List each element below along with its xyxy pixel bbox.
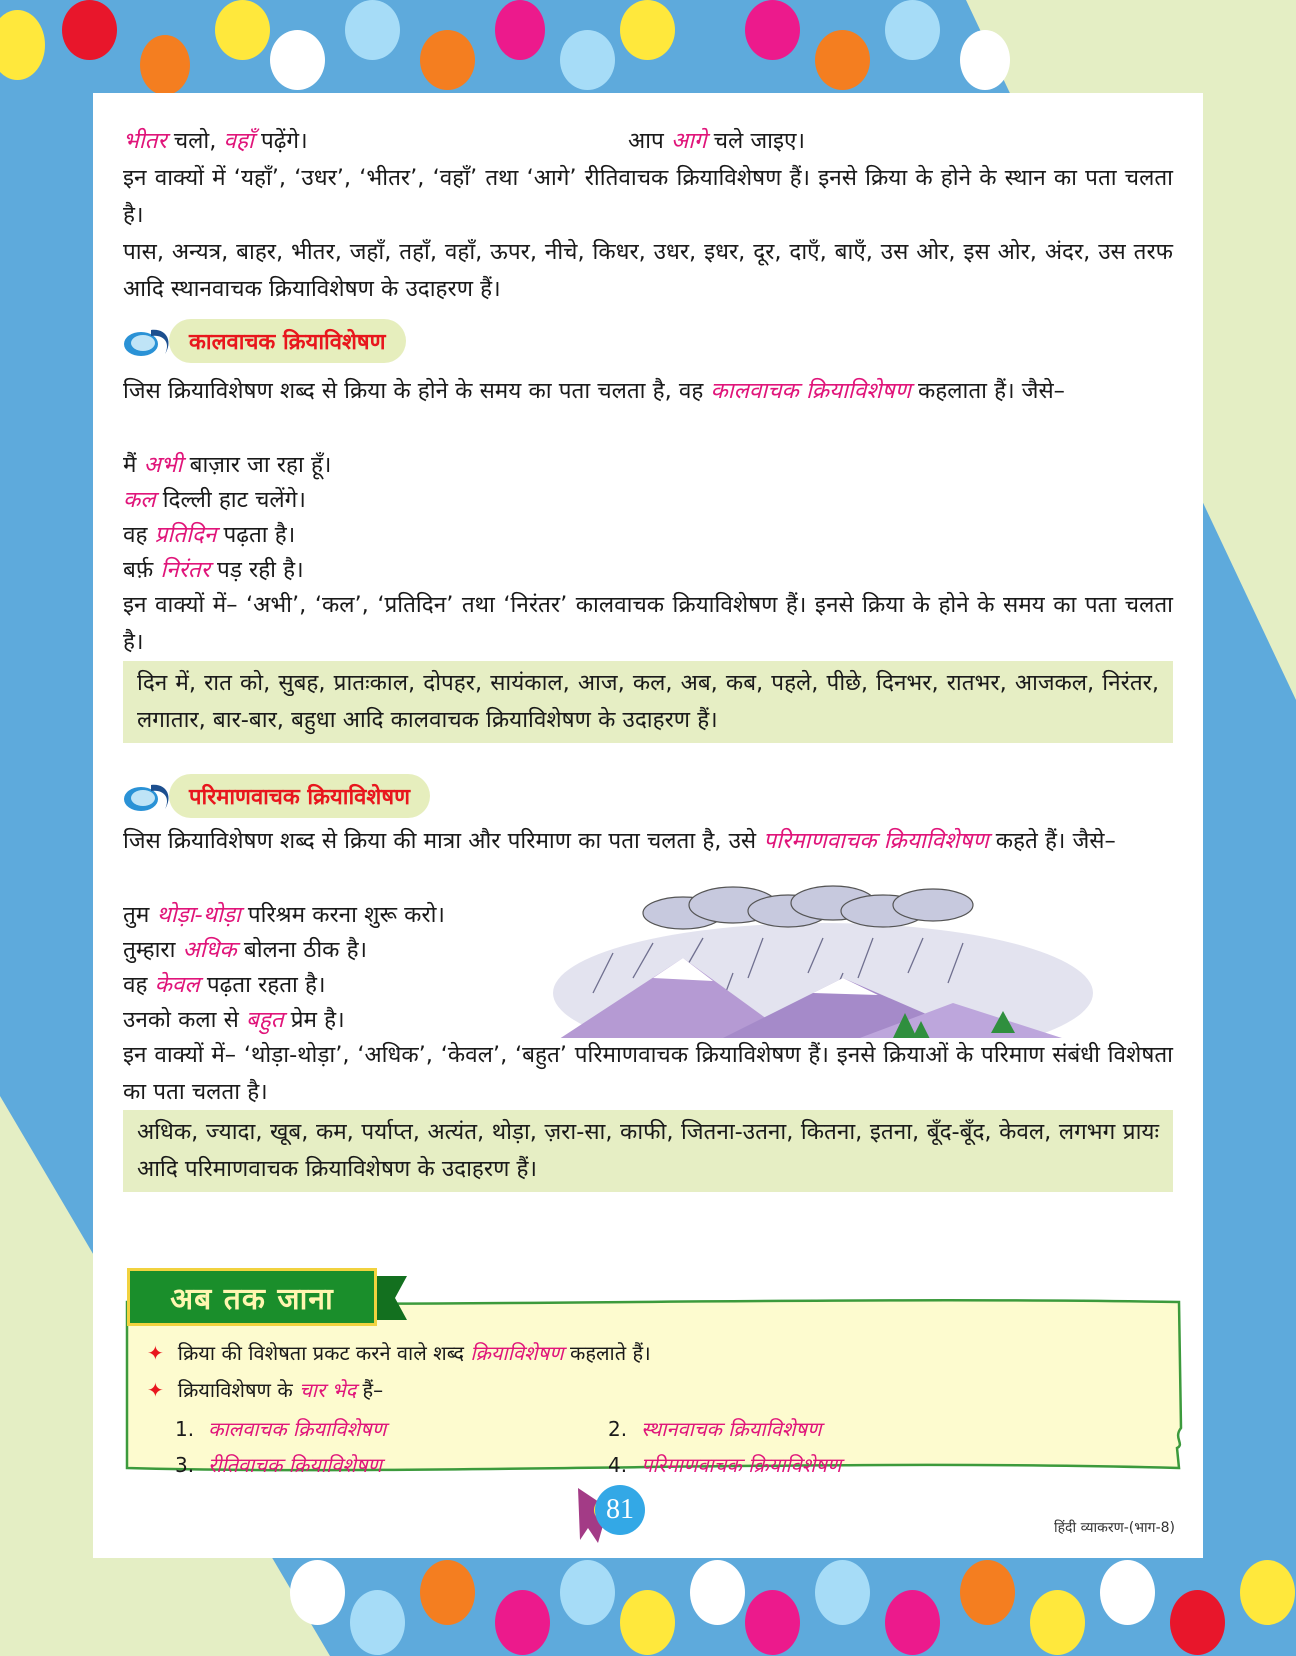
text-segment: चलो, bbox=[166, 128, 224, 154]
decor-dot bbox=[745, 1590, 800, 1655]
recap-type-item: 4. परिमाणवाचक क्रियाविशेषण bbox=[608, 1453, 842, 1477]
decor-dot bbox=[885, 1590, 940, 1655]
section1-summary: इन वाक्यों में– ‘अभी’, ‘कल’, ‘प्रतिदिन’ तथा ‘निरंतर’ कालवाचक क्रियाविशेषण हैं। इनसे क्रिया के होने के समय का पता चलता है। bbox=[123, 592, 1173, 655]
decor-dot bbox=[815, 1560, 870, 1625]
example-line bbox=[123, 552, 1173, 589]
star-bullet-icon: ✦ bbox=[147, 1341, 164, 1365]
decor-dot bbox=[960, 30, 1010, 90]
decor-dot bbox=[270, 30, 325, 90]
decor-dot bbox=[620, 1590, 675, 1655]
decor-dot bbox=[1030, 1590, 1085, 1655]
highlighted-term: अधिक bbox=[182, 937, 237, 963]
decor-dot bbox=[495, 1590, 550, 1655]
decor-dot bbox=[560, 30, 615, 90]
swirl-icon bbox=[121, 779, 173, 813]
highlighted-term: कल bbox=[123, 487, 156, 513]
highlighted-term: केवल bbox=[154, 972, 200, 998]
text-segment: तुम bbox=[123, 902, 157, 928]
section-heading-time-adverb bbox=[121, 318, 406, 364]
text-segment: कहलाते हैं। bbox=[563, 1341, 651, 1365]
text-segment: तुम्हारा bbox=[123, 937, 183, 963]
text-segment: क्रियाविशेषण के bbox=[177, 1378, 300, 1402]
text-segment: क्रिया की विशेषता प्रकट करने वाले शब्द bbox=[177, 1341, 471, 1365]
highlighted-term: अभी bbox=[143, 452, 183, 478]
highlighted-term: चार भेद bbox=[299, 1378, 357, 1402]
section2-intro bbox=[123, 823, 1173, 860]
text-segment: मैं bbox=[123, 452, 144, 478]
example-line-top-right bbox=[628, 123, 1173, 160]
recap-box bbox=[123, 1268, 1183, 1477]
highlighted-term: प्रतिदिन bbox=[154, 522, 217, 548]
text-segment: प्रेम है। bbox=[283, 1007, 345, 1033]
decor-dot bbox=[815, 30, 870, 90]
decor-dot bbox=[62, 0, 117, 60]
highlighted-term: परिमाणवाचक क्रियाविशेषण bbox=[763, 828, 989, 854]
star-bullet-icon: ✦ bbox=[147, 1378, 164, 1402]
text-segment: बोलना ठीक है। bbox=[236, 937, 368, 963]
decor-dot bbox=[420, 30, 475, 90]
text-segment: कहते हैं। जैसे– bbox=[988, 828, 1116, 854]
text-segment: हैं– bbox=[356, 1378, 384, 1402]
footer-book-title: हिंदी व्याकरण-(भाग-8) bbox=[1054, 1520, 1175, 1536]
text-segment: जिस क्रियाविशेषण शब्द से क्रिया की मात्रा और परिमाण का पता चलता है, उसे bbox=[123, 828, 764, 854]
highlighted-term: भीतर bbox=[123, 128, 167, 154]
decor-dot bbox=[1100, 1560, 1155, 1625]
highlighted-term: क्रियाविशेषण bbox=[470, 1341, 564, 1365]
decor-dot bbox=[290, 1560, 345, 1625]
book-page bbox=[93, 93, 1203, 1558]
text-segment: आप bbox=[628, 128, 671, 154]
decor-dot bbox=[420, 1560, 475, 1625]
highlighted-term: कालवाचक क्रियाविशेषण bbox=[710, 378, 911, 404]
text-segment: वह bbox=[123, 522, 155, 548]
decor-dot bbox=[140, 35, 190, 95]
example-line bbox=[123, 482, 1173, 519]
example-line bbox=[123, 517, 1173, 554]
decor-dot bbox=[350, 1590, 405, 1655]
recap-bullet bbox=[147, 1338, 651, 1368]
section2-examples-box: अधिक, ज्यादा, खूब, कम, पर्याप्त, अत्यंत, थोड़ा, ज़रा-सा, काफी, जितना-उतना, कितना, इतना, बूँद-बूँद, केवल, लगभग प्रायः आदि परिमाणवाचक क्रियाविशेषण के उदाहरण हैं। bbox=[123, 1110, 1173, 1192]
paragraph-place-adverb-explanation: इन वाक्यों में ‘यहाँ’, ‘उधर’, ‘भीतर’, ‘वहाँ’ तथा ‘आगे’ रीतिवाचक क्रियाविशेषण हैं। इनसे क्रिया के होने के स्थान का पता चलता है। bbox=[123, 165, 1173, 228]
decor-dot bbox=[620, 0, 675, 60]
decor-dot bbox=[495, 0, 545, 60]
decor-dot bbox=[1240, 1560, 1295, 1625]
section-heading-quantity-adverb bbox=[121, 773, 430, 819]
recap-type-item: 2. स्थानवाचक क्रियाविशेषण bbox=[608, 1417, 822, 1441]
recap-banner: अब तक जाना bbox=[127, 1268, 377, 1326]
section-heading-label: परिमाणवाचक क्रियाविशेषण bbox=[169, 774, 430, 818]
decor-dot bbox=[560, 1560, 615, 1625]
highlighted-term: बहुत bbox=[245, 1007, 284, 1033]
swirl-icon bbox=[121, 324, 173, 358]
text-segment: दिल्ली हाट चलेंगे। bbox=[155, 487, 306, 513]
example-line bbox=[123, 447, 1173, 484]
text-segment: जिस क्रियाविशेषण शब्द से क्रिया के होने के समय का पता चलता है, वह bbox=[123, 378, 711, 404]
page-number: 81 bbox=[595, 1485, 645, 1535]
section1-examples-box: दिन में, रात को, सुबह, प्रातःकाल, दोपहर, सायंकाल, आज, कल, अब, कब, पहले, पीछे, दिनभर, रातभर, आजकल, निरंतर, लगातार, बार-बार, बहुधा आदि कालवाचक क्रियाविशेषण के उदाहरण हैं। bbox=[123, 661, 1173, 743]
recap-bullet bbox=[147, 1375, 383, 1405]
decor-dot bbox=[345, 0, 400, 60]
decor-dot bbox=[0, 10, 45, 80]
section2-summary: इन वाक्यों में– ‘थोड़ा-थोड़ा’, ‘अधिक’, ‘केवल’, ‘बहुत’ परिमाणवाचक क्रियाविशेषण हैं। इनसे क्रियाओं के परिमाण संबंधी विशेषता का पता चलता है। bbox=[123, 1042, 1173, 1105]
text-segment: पड़ रही है। bbox=[209, 557, 304, 583]
text-segment: बर्फ़ bbox=[123, 557, 161, 583]
text-segment: वह bbox=[123, 972, 155, 998]
highlighted-term: थोड़ा-थोड़ा bbox=[156, 902, 241, 928]
decor-dot bbox=[960, 1560, 1015, 1625]
text-segment: कहलाता हैं। जैसे– bbox=[910, 378, 1065, 404]
section1-intro bbox=[123, 373, 1173, 410]
recap-type-item: 1. कालवाचक क्रियाविशेषण bbox=[175, 1417, 387, 1441]
text-segment: पढ़ता है। bbox=[216, 522, 296, 548]
text-segment: बाज़ार जा रहा हूँ। bbox=[182, 452, 332, 478]
recap-type-item: 3. रीतिवाचक क्रियाविशेषण bbox=[175, 1453, 382, 1477]
highlighted-term: निरंतर bbox=[160, 557, 210, 583]
paragraph-place-adverb-examples: पास, अन्यत्र, बाहर, भीतर, जहाँ, तहाँ, वहाँ, ऊपर, नीचे, किधर, उधर, इधर, दूर, दाएँ, बाएँ, उस ओर, इस ओर, अंदर, उस तरफ आदि स्थानवाचक क्रियाविशेषण के उदाहरण हैं। bbox=[123, 239, 1173, 302]
rainy-mountains-illustration bbox=[533, 883, 1113, 1053]
section-heading-label: कालवाचक क्रियाविशेषण bbox=[169, 319, 406, 363]
decor-dot bbox=[215, 0, 270, 60]
text-segment: चले जाइए। bbox=[706, 128, 805, 154]
highlighted-term: वहाँ bbox=[223, 128, 254, 154]
text-segment: पढ़ता रहता है। bbox=[199, 972, 326, 998]
decor-dot bbox=[1170, 1590, 1225, 1655]
text-segment: उनको कला से bbox=[123, 1007, 246, 1033]
text-segment: परिश्रम करना शुरू करो। bbox=[240, 902, 445, 928]
decor-dot bbox=[885, 0, 940, 60]
text-segment: पढ़ेंगे। bbox=[253, 128, 308, 154]
decor-dot bbox=[690, 1560, 745, 1625]
highlighted-term: आगे bbox=[670, 128, 707, 154]
decor-dot bbox=[745, 0, 800, 60]
